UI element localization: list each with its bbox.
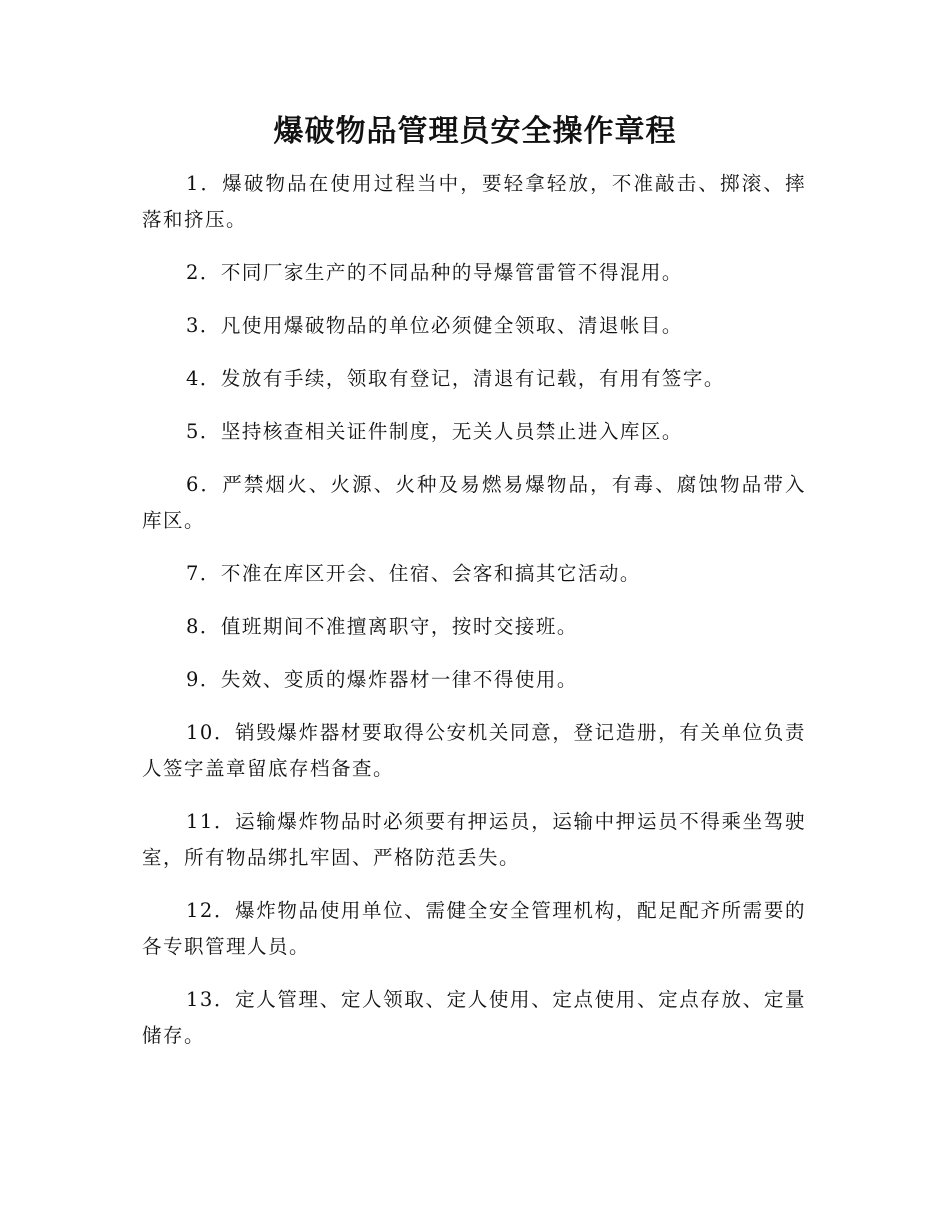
rule-item: 13．定人管理、定人领取、定人使用、定点使用、定点存放、定量储存。 [142, 988, 806, 1047]
rules-list [142, 166, 806, 1071]
rule-item: 8．值班期间不准擅离职守，按时交接班。 [186, 615, 578, 638]
rule-item: 3．凡使用爆破物品的单位必须健全领取、清退帐目。 [186, 314, 683, 337]
rule-item: 10．销毁爆炸器材要取得公安机关同意，登记造册，有关单位负责人签字盖章留底存档备查。 [142, 721, 806, 780]
rule-item: 6．严禁烟火、火源、火种及易燃易爆物品，有毒、腐蚀物品带入库区。 [142, 473, 806, 532]
rule-item: 2．不同厂家生产的不同品种的导爆管雷管不得混用。 [186, 261, 683, 284]
rule-item: 7．不准在库区开会、住宿、会客和搞其它活动。 [186, 562, 641, 585]
rule-item: 4．发放有手续，领取有登记，清退有记载，有用有签字。 [186, 367, 725, 390]
rule-item: 12．爆炸物品使用单位、需健全安全管理机构，配足配齐所需要的各专职管理人员。 [142, 899, 806, 958]
rule-item: 5．坚持核查相关证件制度，无关人员禁止进入库区。 [186, 420, 683, 443]
rule-item: 9．失效、变质的爆炸器材一律不得使用。 [186, 668, 578, 691]
rule-item: 1．爆破物品在使用过程当中，要轻拿轻放，不准敲击、掷滚、摔落和挤压。 [142, 172, 806, 231]
rule-item: 11．运输爆炸物品时必须要有押运员，运输中押运员不得乘坐驾驶室，所有物品绑扎牢固、严格防范丢失。 [142, 810, 806, 869]
document-title: 爆破物品管理员安全操作章程 [273, 114, 677, 149]
